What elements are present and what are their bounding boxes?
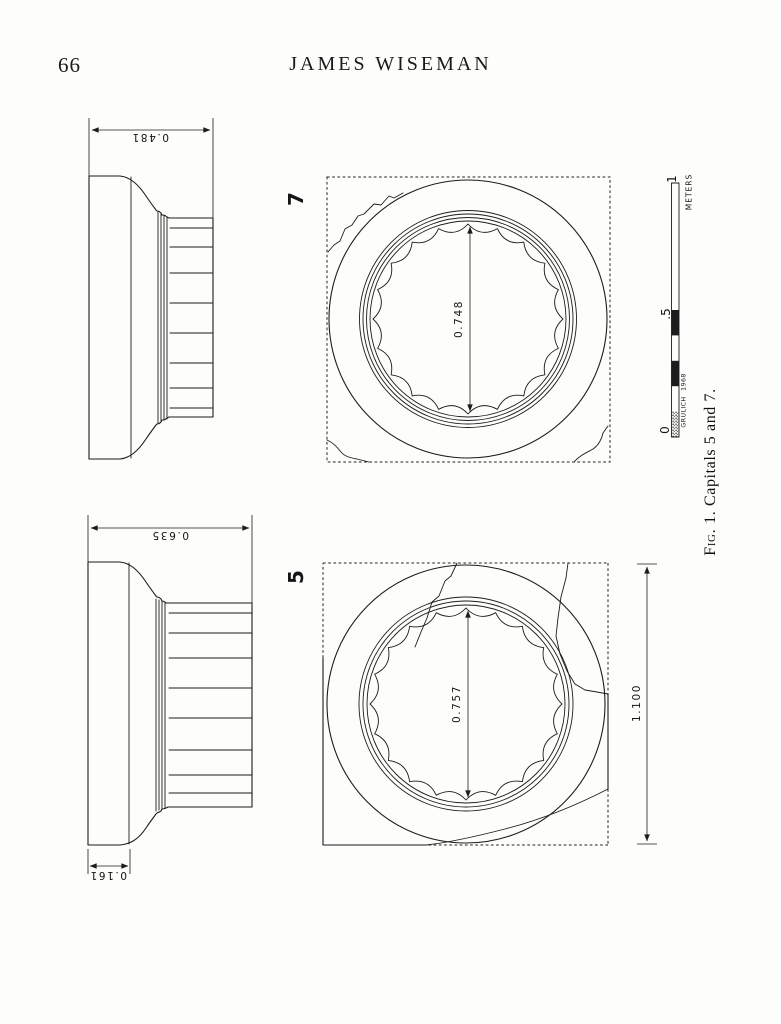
capital-5-crack-top-right xyxy=(556,563,608,694)
capital-5-label: 5 xyxy=(284,570,308,584)
capital-7-flute-scallops xyxy=(373,224,563,414)
scale-credit-name: GRULICH xyxy=(680,396,688,428)
scale-unit-meters: METERS xyxy=(684,173,694,211)
plan-capital-7 xyxy=(284,177,610,462)
capital-7-label: 7 xyxy=(284,192,308,206)
capital-5-neck-ring-circles xyxy=(359,597,573,811)
figure-caption-text: 1. Capitals 5 and 7. xyxy=(701,388,719,524)
capital-7-break-line-bottom-right xyxy=(574,426,608,462)
capital-7-break-line-top-left xyxy=(328,193,403,252)
dimension-1100: 1.100 xyxy=(631,683,643,723)
scale-segment-black-1 xyxy=(672,361,680,386)
dimension-0635: 0.635 xyxy=(150,529,190,541)
dimension-0161: 0.161 xyxy=(88,869,128,881)
capital-5-flute-lines xyxy=(169,613,252,793)
scale-label-zero: 0 xyxy=(658,426,672,434)
capital-7-abacus-outline xyxy=(327,177,610,462)
elevation-capital-7 xyxy=(89,118,213,459)
scale-bar xyxy=(658,174,694,437)
capital-5-crack-bottom-right xyxy=(426,789,608,845)
elevation-capital-5 xyxy=(88,515,252,881)
capital-7-break-line-bottom-left xyxy=(327,440,369,462)
page-number: 66 xyxy=(58,53,81,77)
capital-5-necking-rings xyxy=(156,599,165,811)
capital-7-profile-outline xyxy=(89,176,213,459)
scale-label-half: .5 xyxy=(659,308,673,320)
capital-7-necking-rings xyxy=(158,212,167,423)
scale-segment-stippled xyxy=(672,412,680,437)
scale-label-one: 1 xyxy=(665,175,679,183)
figure-caption-prefix: Fig. xyxy=(701,528,719,556)
capital-5-profile-outline xyxy=(88,562,252,845)
running-head: JAMES WISEMAN xyxy=(289,53,492,75)
dimension-0757: 0.757 xyxy=(451,684,463,724)
dimension-0481: 0.481 xyxy=(130,131,170,143)
figure-caption xyxy=(702,388,719,555)
plan-capital-5 xyxy=(284,563,657,845)
capital-5-flute-scallops xyxy=(370,608,562,800)
capital-5-abacus-outline-preserved xyxy=(323,658,608,845)
capital-5-echinus-circle xyxy=(327,565,605,843)
scale-credit-year: 1968 xyxy=(680,373,688,391)
capital-7-flute-lines xyxy=(170,228,213,408)
capital-7-echinus-circle xyxy=(329,180,607,458)
capital-7-neck-ring-circles xyxy=(360,211,577,428)
dimension-0748: 0.748 xyxy=(453,299,465,339)
